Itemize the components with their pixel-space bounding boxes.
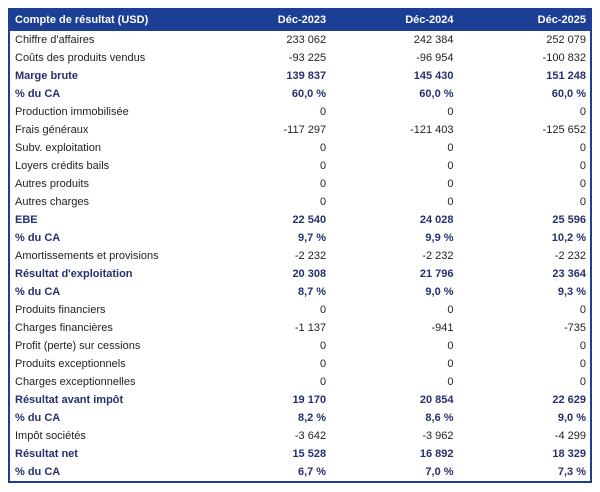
- table-row: [9, 265, 591, 283]
- row-value: 0: [319, 358, 327, 370]
- row-value: 145 430: [413, 70, 454, 82]
- row-value: 9,9 %: [425, 232, 454, 244]
- row-value: 0: [579, 196, 586, 208]
- row-value: 151 248: [546, 70, 586, 82]
- row-value: -941: [431, 322, 454, 334]
- row-value: 0: [319, 160, 327, 172]
- row-value: 0: [447, 340, 454, 352]
- row-label: EBE: [15, 214, 38, 226]
- row-label: Loyers crédits bails: [15, 160, 110, 172]
- table-row: [9, 139, 591, 157]
- row-value: 0: [447, 358, 454, 370]
- row-value: 60,0 %: [291, 88, 327, 100]
- row-label: Profit (perte) sur cessions: [15, 340, 141, 352]
- table-row: [9, 409, 591, 427]
- row-value: 9,0 %: [557, 412, 586, 424]
- row-value: -735: [563, 322, 586, 334]
- row-label: Amortissements et provisions: [15, 250, 159, 262]
- row-value: 25 596: [552, 214, 586, 226]
- row-value: 0: [319, 340, 327, 352]
- row-value: 0: [319, 178, 327, 190]
- row-value: -4 299: [554, 430, 586, 442]
- row-value: -100 832: [542, 52, 586, 64]
- row-value: 252 079: [546, 34, 586, 46]
- row-value: 0: [447, 376, 454, 388]
- row-label: Production immobilisée: [15, 106, 129, 118]
- row-label: % du CA: [15, 466, 61, 478]
- row-value: -2 232: [554, 250, 586, 262]
- row-label: Résultat avant impôt: [15, 394, 124, 406]
- table-row: [9, 67, 591, 85]
- row-value: 0: [447, 106, 454, 118]
- row-label: Autres produits: [15, 178, 89, 190]
- row-value: -96 954: [416, 52, 454, 64]
- row-label: Produits financiers: [15, 304, 106, 316]
- table-row: [9, 157, 591, 175]
- row-label: Subv. exploitation: [15, 142, 102, 154]
- row-value: -125 652: [542, 124, 586, 136]
- row-value: 0: [579, 340, 586, 352]
- row-value: 7,3 %: [557, 466, 586, 478]
- row-label: Impôt sociétés: [15, 430, 86, 442]
- column-header-dec-2023: Déc-2023: [203, 9, 330, 31]
- table-row: [9, 229, 591, 247]
- row-value: 0: [447, 178, 454, 190]
- table-row: [9, 319, 591, 337]
- table-row: [9, 445, 591, 463]
- row-value: -2 232: [294, 250, 327, 262]
- table-row: [9, 427, 591, 445]
- row-value: 0: [319, 142, 327, 154]
- row-value: -93 225: [288, 52, 327, 64]
- table-body: [9, 31, 591, 482]
- row-value: 9,3 %: [557, 286, 586, 298]
- table-header-row: [9, 9, 591, 31]
- row-value: 0: [579, 304, 586, 316]
- row-value: -2 232: [422, 250, 454, 262]
- table-row: [9, 193, 591, 211]
- table-row: [9, 85, 591, 103]
- row-label: % du CA: [15, 286, 61, 298]
- row-value: 242 384: [413, 34, 454, 46]
- row-value: 0: [579, 178, 586, 190]
- table-row: [9, 49, 591, 67]
- table-row: [9, 121, 591, 139]
- row-value: 19 170: [292, 394, 327, 406]
- row-value: 0: [447, 304, 454, 316]
- row-value: 8,7 %: [297, 286, 327, 298]
- income-statement-table: [8, 8, 592, 483]
- row-label: % du CA: [15, 88, 61, 100]
- row-value: 22 629: [552, 394, 586, 406]
- table-row: [9, 247, 591, 265]
- row-value: -117 297: [283, 124, 327, 136]
- row-value: 0: [579, 358, 586, 370]
- row-value: 8,6 %: [425, 412, 454, 424]
- row-value: 15 528: [292, 448, 327, 460]
- row-value: 10,2 %: [551, 232, 586, 244]
- row-value: 0: [579, 160, 586, 172]
- row-value: 60,0 %: [551, 88, 586, 100]
- row-value: 0: [319, 106, 327, 118]
- table-row: [9, 175, 591, 193]
- row-value: 0: [447, 142, 454, 154]
- row-value: 16 892: [419, 448, 454, 460]
- row-label: Frais généraux: [15, 124, 89, 136]
- row-label: Marge brute: [15, 70, 78, 82]
- table-row: [9, 391, 591, 409]
- table-row: [9, 103, 591, 121]
- row-value: 0: [319, 196, 327, 208]
- row-value: 18 329: [552, 448, 586, 460]
- row-value: 0: [579, 376, 586, 388]
- row-value: -3 642: [294, 430, 327, 442]
- row-value: 0: [447, 160, 454, 172]
- row-label: Chiffre d'affaires: [15, 34, 95, 46]
- row-value: 0: [319, 304, 327, 316]
- row-label: Charges exceptionnelles: [15, 376, 136, 388]
- row-value: 20 854: [419, 394, 454, 406]
- row-value: 23 364: [552, 268, 586, 280]
- row-value: 9,0 %: [425, 286, 454, 298]
- row-value: -121 403: [410, 124, 454, 136]
- row-value: 24 028: [419, 214, 454, 226]
- row-value: 7,0 %: [425, 466, 454, 478]
- row-label: Coûts des produits vendus: [15, 52, 146, 64]
- row-value: 8,2 %: [297, 412, 327, 424]
- row-value: 20 308: [292, 268, 327, 280]
- table-row: [9, 301, 591, 319]
- row-value: 0: [319, 376, 327, 388]
- row-label: % du CA: [15, 412, 61, 424]
- row-value: 22 540: [292, 214, 327, 226]
- row-value: 0: [579, 142, 586, 154]
- row-value: 139 837: [286, 70, 327, 82]
- table-row: [9, 373, 591, 391]
- row-value: 0: [447, 196, 454, 208]
- row-label: Produits exceptionnels: [15, 358, 126, 370]
- row-label: Charges financières: [15, 322, 113, 334]
- row-value: -3 962: [422, 430, 454, 442]
- row-value: 60,0 %: [419, 88, 454, 100]
- table-row: [9, 211, 591, 229]
- table-row: [9, 31, 591, 49]
- row-value: 9,7 %: [297, 232, 327, 244]
- table-title: Compte de résultat (USD): [9, 9, 203, 31]
- table-row: [9, 283, 591, 301]
- column-header-dec-2025: Déc-2025: [458, 9, 591, 31]
- row-value: 6,7 %: [297, 466, 327, 478]
- row-label: Résultat d'exploitation: [15, 268, 133, 280]
- row-value: 0: [579, 106, 586, 118]
- row-value: -1 137: [294, 322, 327, 334]
- row-label: Résultat net: [15, 448, 78, 460]
- row-value: 21 796: [419, 268, 454, 280]
- table-row: [9, 337, 591, 355]
- table-row: [9, 355, 591, 373]
- table-row: [9, 463, 591, 482]
- row-value: 233 062: [286, 34, 327, 46]
- column-header-dec-2024: Déc-2024: [330, 9, 457, 31]
- row-label: % du CA: [15, 232, 61, 244]
- row-label: Autres charges: [15, 196, 89, 208]
